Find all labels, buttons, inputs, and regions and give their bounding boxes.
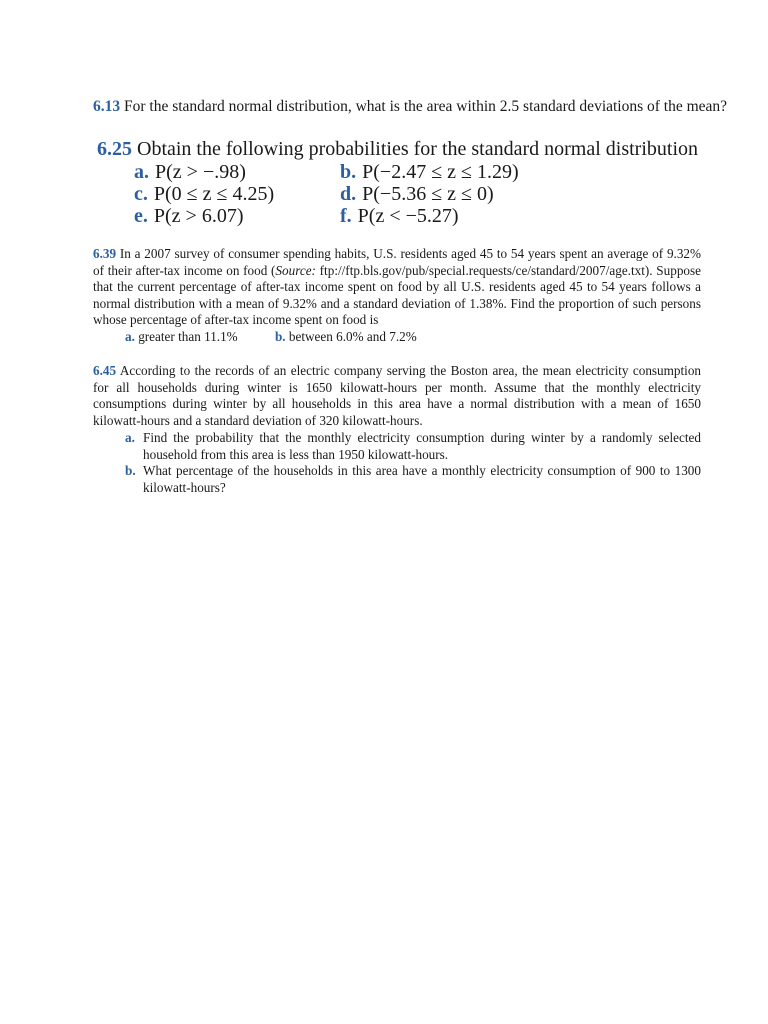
problem-number: 6.25 — [97, 138, 132, 160]
part-text: Find the probability that the monthly electricity consumption during winter by a randomly selected household from this area is less than 1950 kilowatt-hours. — [143, 430, 701, 462]
problem-6-45 — [93, 363, 701, 496]
part-text: greater than 11.1% — [138, 328, 238, 344]
part-f — [340, 205, 640, 227]
part-b — [93, 463, 701, 496]
part-text: What percentage of the households in this area have a monthly electricity consumption of 900 to 1300 kilowatt-hours? — [143, 463, 701, 495]
problem-body — [93, 246, 701, 329]
problem-stem — [97, 137, 717, 161]
problem-text: In a 2007 survey of consumer spending habits, U.S. residents aged 45 to 54 years spent an average of 9.32% of their after-tax income on food ( — [93, 246, 702, 278]
problem-number: 6.45 — [93, 363, 117, 378]
part-letter: b. — [274, 328, 286, 344]
probability-parts — [134, 161, 717, 227]
problem-parts — [93, 430, 701, 496]
part-d — [340, 183, 640, 205]
part-a — [134, 161, 334, 183]
problem-6-13 — [93, 97, 728, 117]
part-text: between 6.0% and 7.2% — [288, 328, 417, 344]
part-letter: a. — [125, 430, 135, 445]
problem-text: Obtain the following probabilities for the standard normal distribution — [137, 138, 699, 160]
part-letter: a. — [134, 161, 149, 183]
part-expression: P(z > −.98) — [155, 161, 246, 183]
part-letter: c. — [134, 183, 148, 205]
part-letter: f. — [340, 205, 352, 227]
part-b — [275, 329, 417, 346]
part-expression: P(0 ≤ z ≤ 4.25) — [153, 183, 275, 205]
problem-6-25 — [97, 137, 717, 227]
problem-number: 6.13 — [93, 98, 121, 115]
problem-text: According to the records of an electric company serving the Boston area, the mean electricity consumption for all households during winter is 1650 kilowatt-hours per month. Assume that the monthly electricity consumptions during winter by all households in this area have a normal distribution with a mean of 1650 kilowatt-hours and a standard deviation of 320 kilowatt-hours. — [93, 363, 702, 428]
part-letter: e. — [134, 205, 148, 227]
part-b — [340, 161, 640, 183]
part-letter: d. — [340, 183, 357, 205]
problem-text: For the standard normal distribution, what is the area within 2.5 standard deviations of the mean? — [124, 98, 728, 115]
problem-parts — [125, 329, 701, 346]
part-a — [125, 329, 238, 346]
problem-number: 6.39 — [93, 246, 117, 261]
part-letter: b. — [340, 161, 357, 183]
problem-6-39 — [93, 246, 701, 345]
part-c — [134, 183, 334, 205]
part-expression: P(z < −5.27) — [357, 205, 459, 227]
part-e — [134, 205, 334, 227]
part-expression: P(z > 6.07) — [153, 205, 244, 227]
part-letter: a. — [125, 328, 135, 344]
part-expression: P(−2.47 ≤ z ≤ 1.29) — [362, 161, 519, 183]
part-a — [93, 430, 701, 463]
part-letter: b. — [125, 463, 136, 478]
problem-text-continued: ftp://ftp.bls.gov/pub/special.requests/ce/standard/2007/age.txt). Suppose that the current percentage of after-tax income spent on food by all U.S. residents aged 45 to 54 years follows a normal distribution with a mean of 9.32% and a standard deviation of 1.38%. Find the proportion of such persons whose percentage of after-tax income spent on food is — [93, 262, 701, 327]
source-label: Source: — [275, 262, 316, 278]
problem-body — [93, 363, 701, 429]
part-expression: P(−5.36 ≤ z ≤ 0) — [362, 183, 494, 205]
